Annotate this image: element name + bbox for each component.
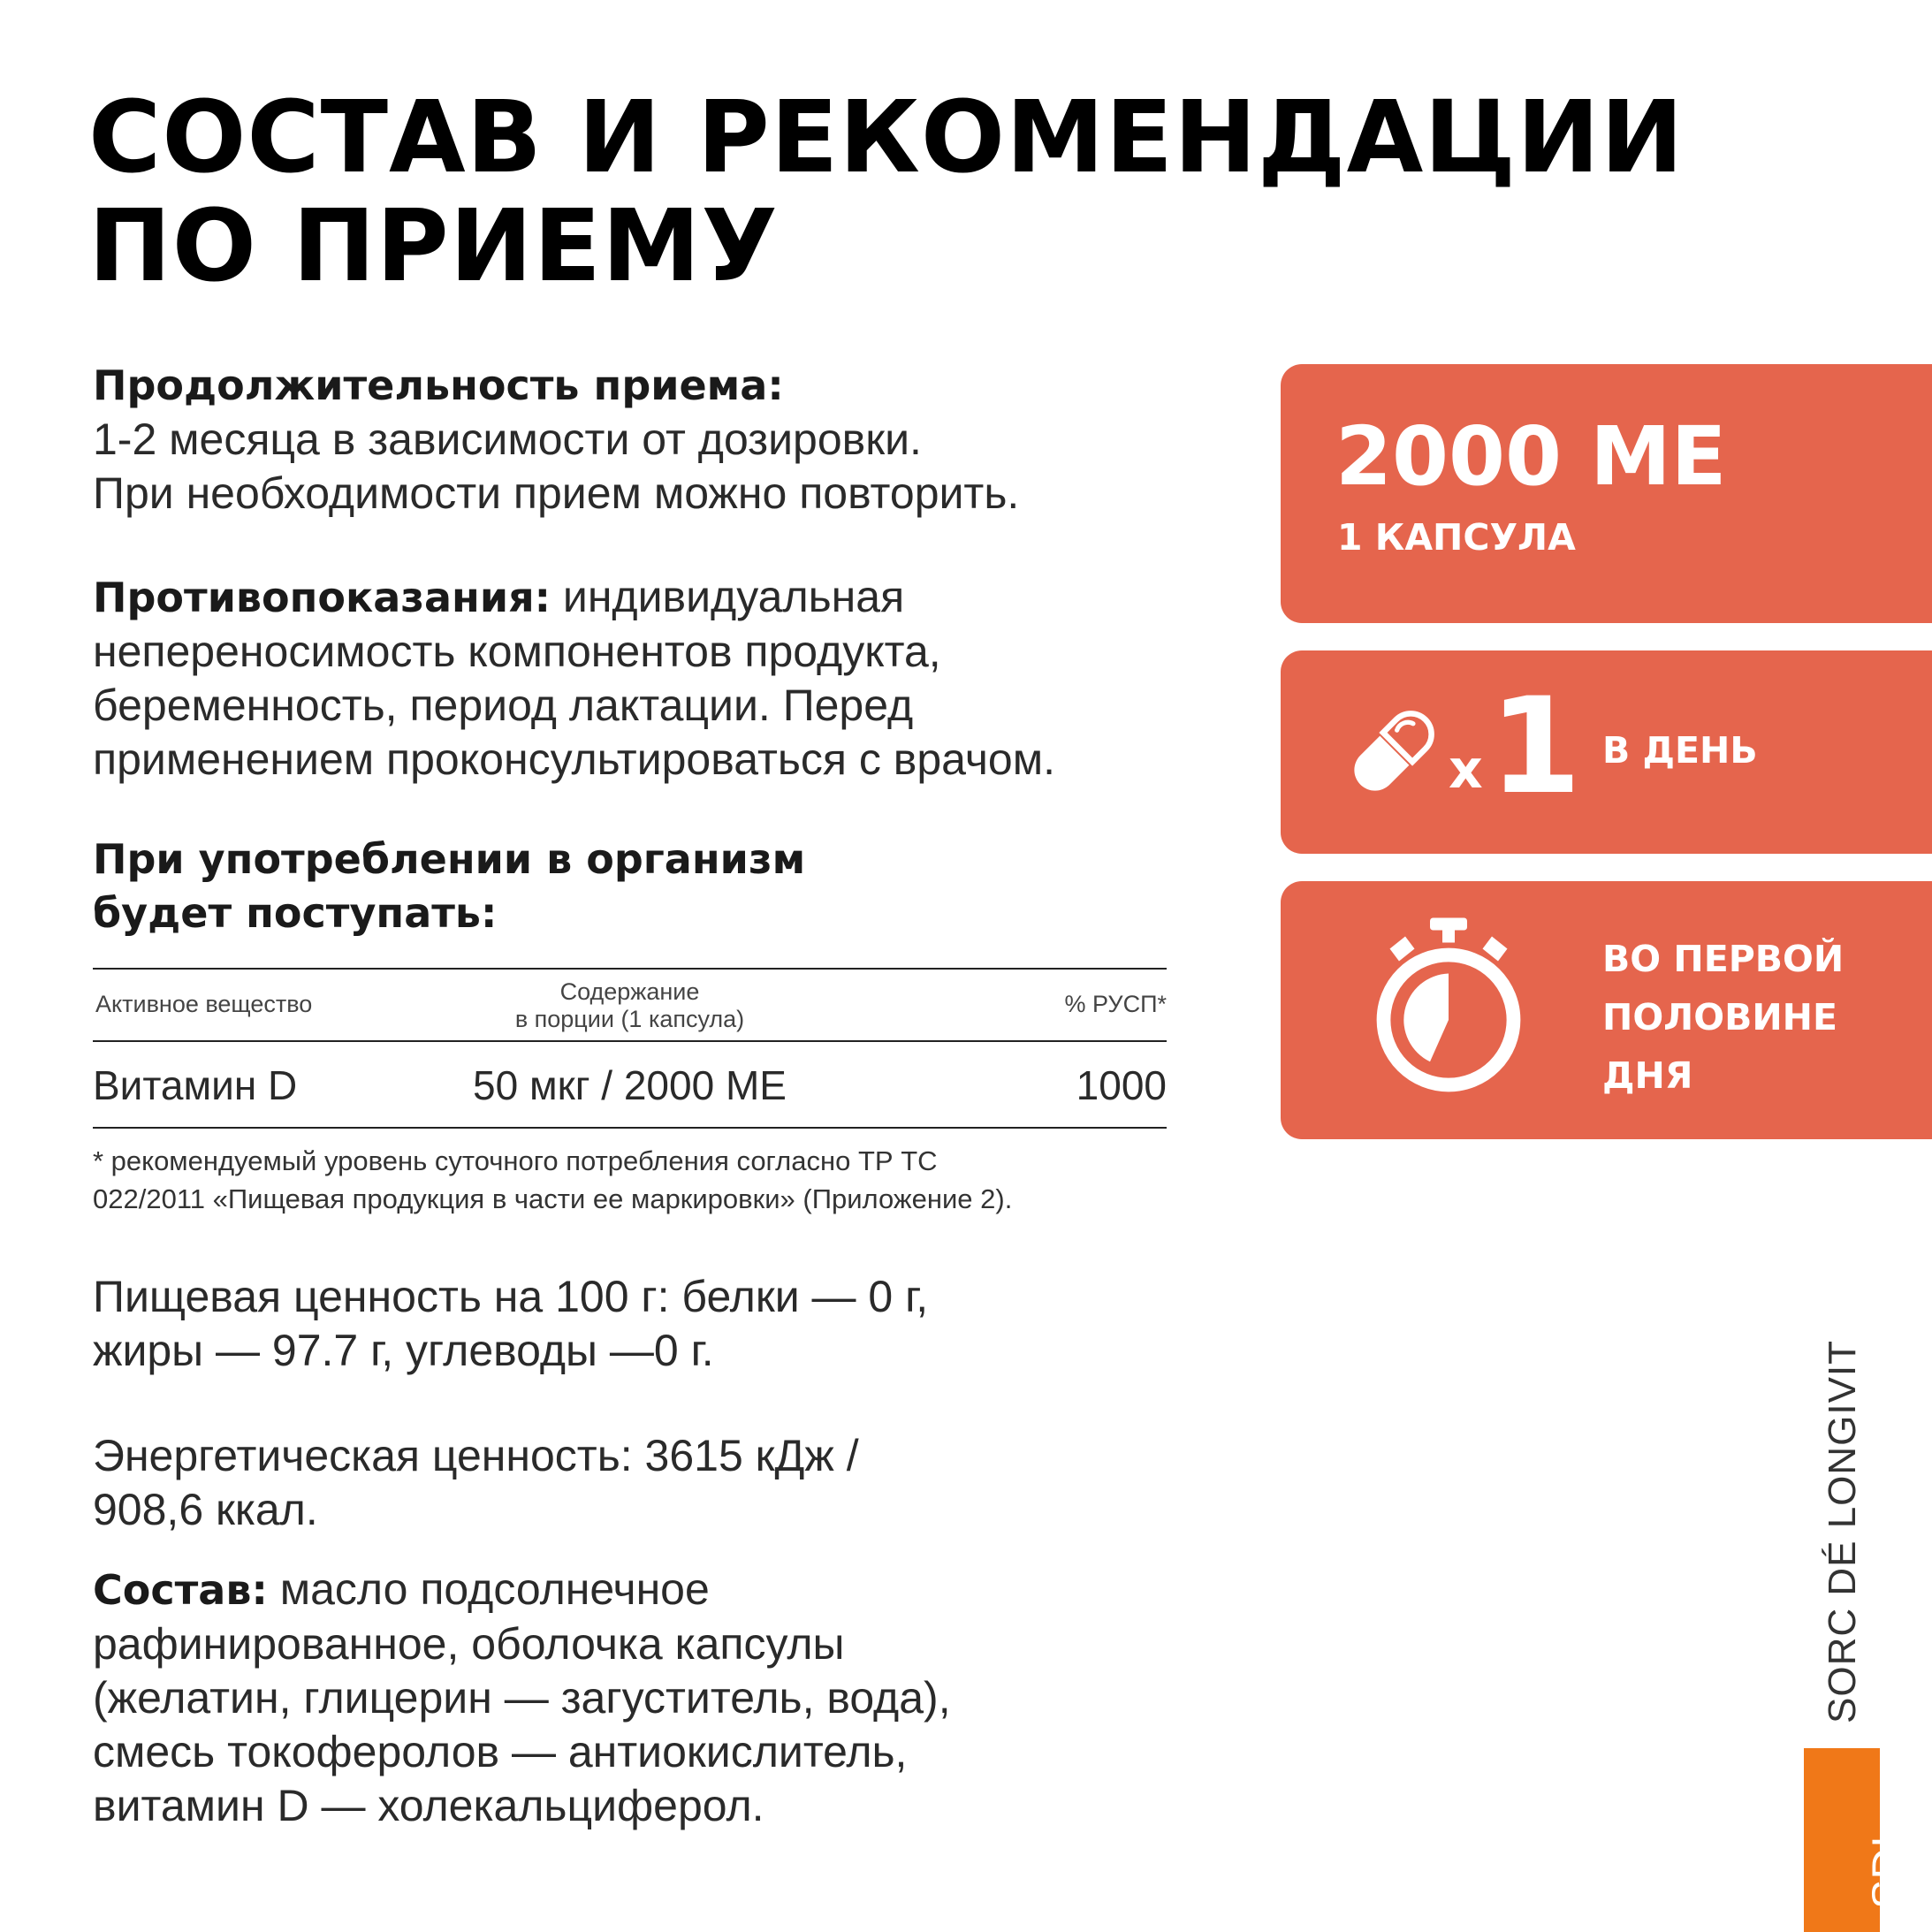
duration-label: Продолжительность приема: [93,361,784,409]
dose-card [1281,364,1932,623]
dose-unit: 1 КАПСУЛА [1337,516,1576,559]
energy-line-2: 908,6 ккал. [93,1485,318,1534]
times-sign: x [1449,739,1483,801]
composition-line-1: масло подсолнечное [267,1564,710,1614]
nutrition-section [93,1270,1198,1378]
footnote-line-1: * рекомендуемый уровень суточного потребления согласно ТР ТС [93,1145,938,1176]
row-rsp: 1000 [1076,1062,1167,1108]
composition-line-4: смесь токоферолов — антиокислитель, [93,1727,908,1776]
row-content: 50 мкг / 2000 МЕ [473,1062,787,1108]
table-row [93,1042,1167,1129]
brand-logo-text: SDL [1863,1822,1913,1909]
stopwatch-icon [1369,915,1528,1100]
page-title-line-2: ПО ПРИЕМУ [88,189,779,304]
energy-section [93,1429,1198,1537]
composition-section [93,1563,1198,1833]
row-substance: Витамин D [93,1062,298,1108]
header-rsp: % РУСП* [1064,991,1167,1017]
footnote-line-2: 022/2011 «Пищевая продукция в части ее маркировки» (Приложение 2). [93,1183,1013,1214]
duration-line-1: 1-2 месяца в зависимости от дозировки. [93,415,922,464]
frequency-count: 1 [1489,670,1582,824]
composition-line-2: рафинированное, оболочка капсулы [93,1619,845,1669]
nutrition-line-1: Пищевая ценность на 100 г: белки — 0 г, [93,1272,929,1321]
composition-line-3: (желатин, глицерин — загуститель, вода), [93,1673,951,1723]
time-line-2: ПОЛОВИНЕ [1602,996,1837,1038]
time-card [1281,881,1932,1139]
page-title [88,80,1685,304]
brand-name: SORC DÉ LONGIVIT [1821,1339,1864,1723]
intake-heading [93,833,1198,940]
page-title-line-1: СОСТАВ И РЕКОМЕНДАЦИИ [88,80,1685,195]
contraindications-line-2: непереносимость компонентов продукта, [93,627,941,676]
time-text [1602,930,1844,1105]
contraindications-line-1: индивидуальная [551,572,905,621]
duration-line-2: При необходимости прием можно повторить. [93,468,1020,518]
dose-value: 2000 МЕ [1335,409,1727,504]
table-header [93,970,1167,1042]
contraindications-line-3: беременность, период лактации. Перед [93,681,914,730]
capsule-icon [1335,695,1450,810]
contraindications-label: Противопоказания: [93,574,551,621]
header-content-line-2: в порции (1 капсула) [514,1006,745,1032]
header-substance: Активное вещество [95,991,313,1017]
nutrient-table [93,968,1167,1129]
intake-heading-line-1: При употреблении в организм [93,835,806,883]
nutrition-line-2: жиры — 97.7 г, углеводы —0 г. [93,1326,714,1375]
footnote [93,1142,1198,1218]
energy-line-1: Энергетическая ценность: 3615 кДж / [93,1431,859,1480]
duration-section [93,358,1198,521]
intake-heading-line-2: будет поступать: [93,889,498,937]
time-line-1: ВО ПЕРВОЙ [1602,938,1845,980]
composition-label: Состав: [93,1566,268,1614]
header-content [93,978,1167,1033]
contraindications-line-4: применением проконсультироваться с врачом. [93,734,1055,784]
contraindications-section [93,570,1198,787]
time-line-3: ДНЯ [1602,1054,1693,1097]
header-content-line-1: Содержание [559,978,700,1005]
composition-line-5: витамин D — холекальциферол. [93,1781,764,1830]
frequency-label: В ДЕНЬ [1602,729,1758,772]
frequency-card [1281,650,1932,854]
